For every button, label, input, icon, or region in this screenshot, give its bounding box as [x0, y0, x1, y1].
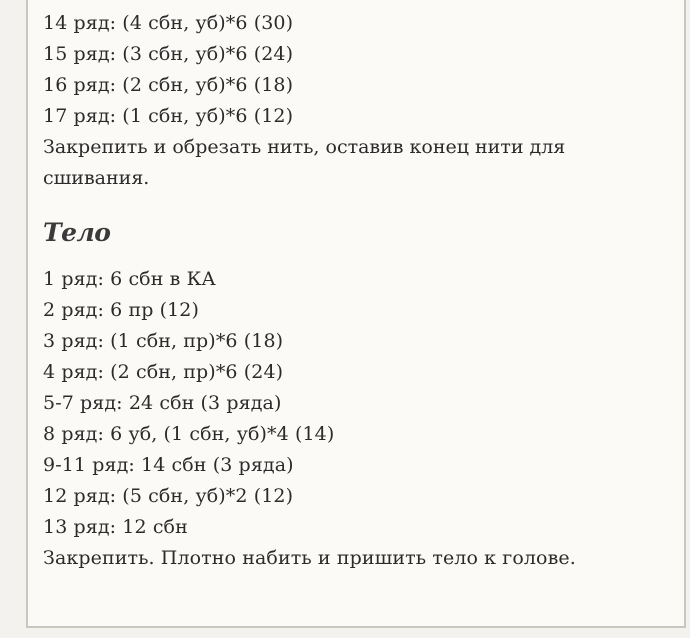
pattern-row-16: 16 ряд: (2 сбн, уб)*6 (18)	[43, 74, 294, 96]
body-row-8: 8 ряд: 6 уб, (1 сбн, уб)*4 (14)	[43, 423, 335, 445]
body-finish-instruction: Закрепить. Плотно набить и пришить тело к голове.	[43, 547, 576, 569]
body-row-5-7: 5-7 ряд: 24 сбн (3 ряда)	[43, 392, 282, 414]
section-body	[43, 264, 643, 574]
body-row-1: 1 ряд: 6 сбн в КА	[43, 268, 216, 290]
pattern-row-14: 14 ряд: (4 сбн, уб)*6 (30)	[43, 12, 294, 34]
pattern-document	[43, 8, 643, 574]
body-row-3: 3 ряд: (1 сбн, пр)*6 (18)	[43, 330, 284, 352]
body-row-13: 13 ряд: 12 сбн	[43, 516, 188, 538]
body-row-9-11: 9-11 ряд: 14 сбн (3 ряда)	[43, 454, 294, 476]
section-title-body: Тело	[43, 218, 111, 247]
body-row-4: 4 ряд: (2 сбн, пр)*6 (24)	[43, 361, 284, 383]
section-head-finish	[43, 8, 643, 194]
body-row-2: 2 ряд: 6 пр (12)	[43, 299, 200, 321]
pattern-row-17: 17 ряд: (1 сбн, уб)*6 (12)	[43, 105, 294, 127]
pattern-row-15: 15 ряд: (3 сбн, уб)*6 (24)	[43, 43, 294, 65]
body-row-12: 12 ряд: (5 сбн, уб)*2 (12)	[43, 485, 294, 507]
finish-instruction: Закрепить и обрезать нить, оставив конец нити для сшивания.	[43, 136, 566, 189]
